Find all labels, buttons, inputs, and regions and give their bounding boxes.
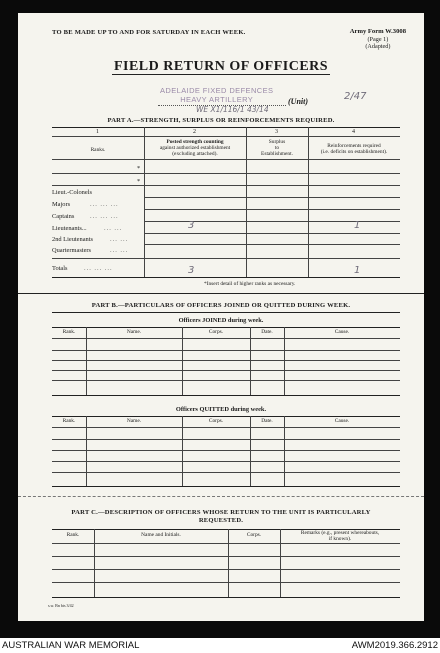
form-instruction: TO BE MADE UP TO AND FOR SATURDAY IN EACH WEEK. bbox=[52, 29, 246, 36]
form-title-text: FIELD RETURN OF OFFICERS bbox=[113, 59, 329, 74]
form-page bbox=[18, 13, 424, 621]
joined-col-rank: Rank. bbox=[62, 329, 76, 335]
archive-footer bbox=[0, 638, 440, 653]
part-c-col-name: Name and Initials. bbox=[141, 532, 181, 538]
quitted-row-rule bbox=[52, 472, 400, 473]
rank-row-rule bbox=[144, 197, 400, 198]
part-a-heading: PART A.—STRENGTH, SURPLUS OR REINFORCEMENTS REQUIRED. bbox=[107, 117, 335, 124]
quitted-row-rule bbox=[52, 439, 400, 440]
unit-stamp bbox=[160, 86, 273, 104]
rank-quartermasters: Quartermasters bbox=[52, 247, 92, 254]
form-adapted: (Adapted) bbox=[365, 43, 391, 50]
part-c-col-remarks bbox=[280, 530, 400, 542]
rank-lieut-colonels: Lieut.-Colonels bbox=[52, 189, 92, 196]
quitted-col-divider bbox=[86, 416, 87, 486]
joined-col-divider bbox=[182, 327, 183, 395]
part-b-heading: PART B.—PARTICULARS OF OFFICERS JOINED OR QUITTED DURING WEEK. bbox=[91, 302, 351, 309]
unit-stamp-line1: ADELAIDE FIXED DEFENCES bbox=[160, 86, 274, 95]
col-number-4: 4 bbox=[352, 129, 355, 135]
part-c-bottom-rule bbox=[52, 597, 400, 598]
col-reinforcements-header bbox=[308, 143, 400, 155]
totals-top-rule bbox=[52, 258, 400, 259]
col-reinf-line2: (i.e. deficits on establishment). bbox=[320, 149, 388, 156]
quitted-col-divider bbox=[182, 416, 183, 486]
print-code: s.w. Bn bts 3/42 bbox=[48, 603, 74, 608]
rank-leader-dots: ... ... bbox=[110, 236, 129, 243]
quitted-col-divider bbox=[250, 416, 251, 486]
joined-col-divider bbox=[250, 327, 251, 395]
part-c-heading bbox=[18, 509, 424, 525]
handwritten-date: 2/47 bbox=[344, 91, 367, 102]
joined-header-top-rule bbox=[52, 327, 400, 328]
rank-lieutenants: Lieutenants... bbox=[52, 225, 87, 232]
quitted-col-name: Name. bbox=[126, 418, 142, 424]
rank-2nd-lieutenants: 2nd Lieutenants bbox=[52, 236, 93, 243]
blank-rank-marker: * bbox=[137, 165, 141, 172]
joined-col-cause: Cause. bbox=[334, 329, 350, 335]
unit-name-line bbox=[158, 105, 286, 106]
totals-reinforcements-value: 1 bbox=[354, 265, 361, 276]
rank-leader-dots: ... ... bbox=[110, 247, 129, 254]
quitted-row-rule bbox=[52, 461, 400, 462]
part-a-number-rule bbox=[52, 136, 400, 137]
rank-row-rule bbox=[144, 233, 400, 234]
part-c-col-divider bbox=[228, 529, 229, 597]
part-b-separator bbox=[18, 293, 424, 294]
part-a-footnote: *Insert detail of higher ranks as necessary. bbox=[204, 281, 296, 287]
lieutenants-reinforcements-value: 1 bbox=[354, 220, 361, 231]
quitted-col-rank: Rank. bbox=[62, 418, 76, 424]
joined-header-rule bbox=[52, 338, 400, 339]
joined-col-name: Name. bbox=[126, 329, 142, 335]
quitted-col-cause: Cause. bbox=[334, 418, 350, 424]
col-surplus-line2: to bbox=[274, 145, 280, 152]
lieutenants-posted-value: 3 bbox=[188, 220, 195, 231]
quitted-header-top-rule bbox=[52, 416, 400, 417]
part-a-bottom-rule bbox=[52, 277, 400, 278]
rank-row-rule bbox=[144, 209, 400, 210]
rank-leader-dots: ... ... bbox=[104, 225, 123, 232]
col-surplus-line1: Surplus bbox=[268, 139, 286, 145]
unit-stamp-line2: HEAVY ARTILLERY bbox=[180, 95, 254, 104]
part-c-col-divider bbox=[94, 529, 95, 597]
col-posted-line1: Posted strength counting bbox=[166, 139, 224, 145]
part-c-col-corps: Corps. bbox=[246, 532, 262, 538]
joined-bottom-rule bbox=[52, 395, 400, 396]
part-c-heading-line2: REQUESTED. bbox=[198, 517, 244, 524]
col-surplus-line3: Establishment. bbox=[261, 151, 293, 158]
part-c-heading-line1: PART C.—DESCRIPTION OF OFFICERS WHOSE RETURN TO THE UNIT IS PARTICULARLY bbox=[71, 509, 371, 516]
quitted-row-rule bbox=[52, 450, 400, 451]
joined-col-divider bbox=[86, 327, 87, 395]
quitted-col-divider bbox=[284, 416, 285, 486]
form-number-block bbox=[350, 28, 406, 51]
quitted-bottom-rule bbox=[52, 486, 400, 487]
joined-row-rule bbox=[52, 350, 400, 351]
col-surplus-header bbox=[246, 139, 308, 158]
form-title bbox=[18, 59, 424, 75]
col-posted-header bbox=[144, 139, 246, 158]
handwritten-reference: WE X1/116/1 43/14 bbox=[196, 105, 269, 114]
unit-label: (Unit) bbox=[288, 97, 308, 106]
totals-label: Totals bbox=[52, 265, 68, 272]
col-posted-line3: (excluding attached). bbox=[172, 151, 218, 158]
form-page-number: (Page 1) bbox=[367, 35, 389, 43]
archive-name: AUSTRALIAN WAR MEMORIAL bbox=[2, 640, 140, 651]
form-number: Army Form W.3008 bbox=[349, 28, 406, 35]
part-b-top-rule bbox=[52, 312, 400, 313]
part-c-row-rule bbox=[52, 569, 400, 570]
col-number-2: 2 bbox=[193, 129, 196, 135]
rank-majors: Majors bbox=[52, 201, 71, 208]
part-c-header-rule bbox=[52, 543, 400, 544]
col-ranks-header: Ranks. bbox=[90, 147, 106, 153]
col-posted-line2: against authorized establishment bbox=[159, 145, 231, 152]
quitted-title: Officers QUITTED during week. bbox=[175, 406, 267, 413]
quitted-header-rule bbox=[52, 427, 400, 428]
col-number-3: 3 bbox=[275, 129, 278, 135]
part-c-remarks-line2: if known). bbox=[328, 536, 352, 543]
rank-row-rule bbox=[52, 185, 400, 186]
joined-col-date: Date. bbox=[261, 329, 273, 335]
part-a-top-rule bbox=[52, 127, 400, 128]
part-a-header-rule bbox=[52, 159, 400, 160]
col-reinf-line1: Reinforcements required bbox=[327, 143, 381, 149]
part-c-col-divider bbox=[280, 529, 281, 597]
part-c-remarks-line1: Remarks (e.g., present whereabouts, bbox=[300, 530, 380, 536]
rank-row-rule bbox=[144, 221, 400, 222]
blank-rank-marker: * bbox=[137, 178, 141, 185]
rank-row-rule bbox=[52, 173, 400, 174]
perforation-line bbox=[18, 496, 424, 497]
joined-title: Officers JOINED during week. bbox=[178, 317, 264, 324]
joined-row-rule bbox=[52, 380, 400, 381]
quitted-col-corps: Corps. bbox=[208, 418, 224, 424]
rank-captains: Captains bbox=[52, 213, 75, 220]
rank-leader-dots: ... ... ... bbox=[90, 213, 119, 220]
archive-accession-number: AWM2019.366.2912 bbox=[351, 640, 438, 651]
part-c-col-rank: Rank. bbox=[66, 532, 80, 538]
quitted-col-date: Date. bbox=[261, 418, 273, 424]
rank-leader-dots: ... ... ... bbox=[90, 201, 119, 208]
joined-col-divider bbox=[284, 327, 285, 395]
col-number-1: 1 bbox=[96, 129, 99, 135]
totals-posted-value: 3 bbox=[188, 265, 195, 276]
rank-row-rule bbox=[144, 244, 400, 245]
joined-row-rule bbox=[52, 370, 400, 371]
part-c-row-rule bbox=[52, 556, 400, 557]
totals-leader-dots: ... ... ... bbox=[84, 265, 113, 272]
joined-row-rule bbox=[52, 360, 400, 361]
joined-col-corps: Corps. bbox=[208, 329, 224, 335]
part-c-row-rule bbox=[52, 582, 400, 583]
